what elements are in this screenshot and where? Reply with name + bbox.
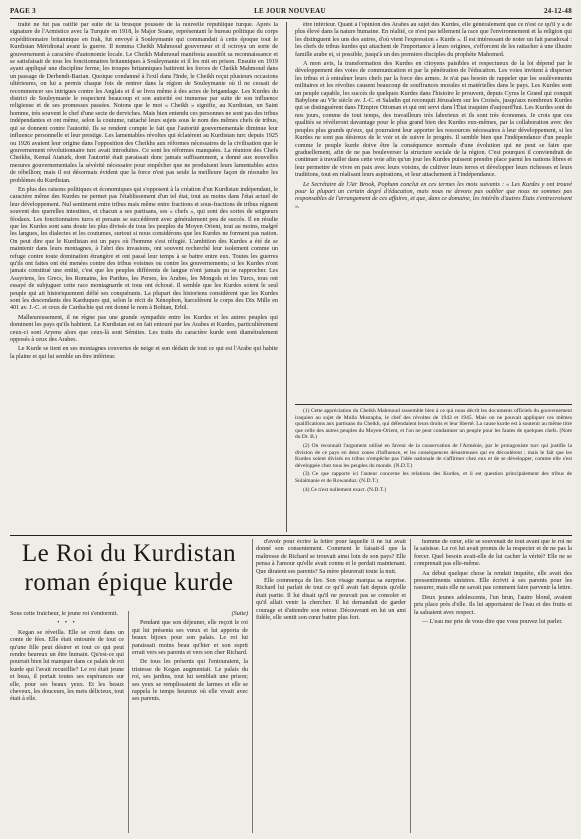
story-paragraph: Au début quelque chose la rendait inquiète, elle avait des pressentiments sinistres. Elle écrivit à ses parents pour les rassurer, mais elle ne savait pas comment faire parvenir la lettre. [414,570,572,592]
story-title: Le Roi du Kurdistan [21,540,237,567]
story-paragraph: Elle commença de lire. Son visage marqua sa surprise. Richard lui parlait de tout ce qu'il avait fait depuis qu'elle était partie. Il lui disait qu'il ne pouvait pas se consoler et qu'il allait venir la chercher. Il lui demandait de garder courage et d'attendre son retour. Découvrant en lui un ami fidèle, elle sentit son cœur battre plus fort. [256,578,406,622]
story-paragraph: homme de cœur, elle se souvenait de tout avant que le roi ne la saisisse. Le roi lui avait promis de la respecter et de ne pas la forcer. Quel besoin avait-elle de lui cacher la vérité? Elle ne se comprenait pas elle-même. [414,539,572,568]
story-paragraph: — L'eau me prie de vous dire que vous pouvez lui parler. [422,619,563,626]
story-paragraph: Kegan se réveilla. Elle se croit dans un conte de fées. Elle était entourée de tout ce qu'une fille peut désirer et tout ce qui peut rendre heureux un être humain. Qu'est-ce qui pourrait bien lui manquer dans ce palais de roi kurde qui l'avait recueillie? Le roi était jeune et beau, il portait toutes ses espérances sur elle, pour ses beaux yeux. Et les beaux cheveux, les douceurs, les mets délicieux, tout était à elle. [10,629,124,703]
footnote: (3) Ce que rapporte ici l'auteur concerne les relations des Kurdes, et il est question principalement des tribus de Sulaimanie et de Rowanduz. (N.D.T.) [295,471,572,484]
story-column-2 [132,611,248,833]
page-header [10,5,572,17]
story-paragraph: d'avoir pour écrire la lettre pour laquelle il ne lui avait donné son consentement. Comment le faisait-il que la maîtresse de Richard se trouvait ainsi loin de son pays? Elle pensa à l'amour qu'elle avait connu et le perdait maintenant. Que diraient ses parents? Sa mère pleurerait toute la nuit. [256,539,406,575]
story-subtitle: roman épique kurde [24,569,234,596]
story-paragraph: De tous les présents qui l'entouraient, la tristesse de Kegan augmentait. Le palais du roi, ses jardins, tout lui semblait une prison; ses yeux se remplissaient de larmes et elle se rappela le temps heureux où elle vivait avec ses parents. [132,659,248,703]
article-paragraph: En plus des raisons politiques et économiques qui s'opposent à la création d'un Kurdistan indépendant, le caractère même des Kurdes ne permet pas l'établissement d'un tel état, tout au moins dans l'état actuel de leur développement. Nul sentiment entre tribus mais même entre fractions et sous-fractions de tribus régnent souvent des querelles intestines, et chacun a ses partisans, ses « chefs », qui sont des sortes de seigneurs féodaux. Les fonctionnaires turcs et persans se succédèrent avec généralement peu de succès. Il en résulte que les Kurdes sont sans doute les plus divisés de tous les peuples du Moyen Orient, tout au moins, malgré les langues, les dialectes et les coutumes, surtout si nous considérons que les Kurdes ne forment pas nation. On peut dire que le Kurdistan est un pays où l'homme s'est réfugié. L'ambition des Kurdes a été de se maintenir dans leurs montagnes, à l'abri des invasions, ont souvent recherché leur isolement comme un refuge contre toute domination étrangère et ont passé leur temps à se battre entre eux. Toutes les guerres qu'ils ont faites ont été menées contre des tribus voisines ou contre les gouvernements; si les Kurdes n'ont jamais constitué une entité, c'est que les peuples différents de langue n'ont jamais pu se rapprocher. Les Assyriens, les Grecs, les Romains, les Parthes, les Perses, les Arabes, les Mongols et les Turcs, tous ont essayé de subjuguer cette race montagnarde et tous ont échoué. Il semble que les Kurdes soient le seul peuple qui ait historiquement défié ses conquérants. La plupart des historiens considèrent que les Kurdes sont les descendants des Karduques qui, selon le récit de Xénophon, harcelèrent le corps des Dix Mille en 401 av. J.-C. et ceux de Carduchie qui ont donné le nom à Bohtan, Erbil. [10,186,278,312]
article-column-right [295,22,572,400]
newspaper-name: LE JOUR NOUVEAU [254,7,326,15]
story-paragraph: Pendant que son déjeuner, elle reçoit le roi qui lui présenta ses vœux et lui apporta de beaux bijoux pour son palais. Le roi lui paraissait moins beau qu'hier et son esprit errait vers ses parents et vers son cher Richard. [132,620,248,657]
issue-date: 24-12-48 [543,7,572,15]
section-separator: • • • [57,620,77,627]
story-column-divider [410,539,411,833]
page-number: PAGE 3 [10,7,36,15]
article-paragraph: A mon avis, la transformation des Kurdes en citoyens paisibles et respectueux de la loi dépend par le développement des voies de communication et par la pénétration de l'éducation. Les voies invitent à disperser les tribus et à entraîner leurs chefs par la force des armes. Je n'ai pas besoin de rappeler que les soulèvements militaires et les révoltes causent beaucoup de souffrances morales et matérielles dans le pays. Les Kurdes sont un peuple capable, les succès de quelques Kurdes dans l'histoire le prouvent, depuis Cyrus le Grand qui conquit Babylone au VIe siècle av. J.-C. et Saladin qui reconquit Jérusalem sur les Croisés, jusqu'aux nombreux Kurdes qui se distinguèrent dans l'Empire Ottoman et qui ont servi dans l'État iraquien d'aujourd'hui. Les Kurdes sont de nos jours, comme de tout temps, des travailleurs très laborieux et ils sont très économes. Je crois que ces qualités se révèleront davantage pour le plus grand bien des Kurdes eux-mêmes, par la collaboration avec des peuples plus grands qu'eux, qui pourraient leur apporter les ressources nécessaires à leur développement, si les Kurdes ne sont pas désireux de le voir et de suivre le progrès. Il semble bien que l'indépendance d'un peuple comme le peuple kurde doive être la conséquence normale d'une évolution qui ne peut se faire que graduellement, afin de ne pas bouleverser la structure sociale de la région. C'est pourquoi il conviendrait de continuer à travailler dans cette voie afin qu'un jour les Kurdes puissent prendre place parmi les nations libres et leur permettre de vivre en paix avec leurs voisins, de cultiver leurs terres et développer leurs richesses et leurs traditions, tout en réalisant leurs aspirations, et leur attachement à l'indépendance. [295,61,572,179]
footnote: (1) Cette appréciation du Cheikh Mahmoud rassemble bien à ce qui nous décrit les documents officiels du gouvernement iraquien au sujet de Mulla Mustapha, le chef des révoltes de 1943 et 1945. Mais on ne pouvait appliquer ces mêmes qualifications aux partisans du Cheikh, qui défendaient leurs droits et leur liberté. La cause kurde est à soutenir au même titre que celle des autres peuples du Moyen-Orient, et l'on ne peut condamner un peuple pour les fautes de quelques chefs. (Note du Dr. B.) [295,408,572,441]
article-paragraph: Malheureusement, il ne règne pas une grande sympathie entre les Kurdes et les autres peuples qui dominent les pays qu'ils habitent. Le Kurdistan est en fait entouré par les Arabes et Kurdes, particulièrement ceux-ci sont Aryens alors que ceux-là sont Sémites. Les traits du caractère kurde sont diamétralement opposés à ceux des Arabes. [10,314,278,344]
story-column-3 [256,539,406,833]
article-paragraph: traité ne fut pas ratifié par suite de la brusque poussée de la nouvelle république turque. Après la signature de l'Armistice avec la Turquie en 1918, le Major Soane, représentant le bureau politique du corps expéditionnaire britannique en Irak, fut envoyé à Souleymanie qui commandait à cette époque tout le Kurdistan Méridional avant la guerre. Il nomma Cheikh Mahmoud gouverneur et il octroya un sorte de gouvernement à caractère d'autonomie locale. Le Cheikh Mahmoud manifesta aussitôt sa reconnaissance et se satisfaisait de tous les fonctionnaires britanniques à Souleymanie et il les mit en prison. Ensuite en 1919 ayant appliqué une discipline ferme, les troupes britanniques battirent les forces de Cheikh Mahmoud dans un passage de Derbendi-Bazian. Quoique condamné à l'exil dans l'Inde, le Cheikh reçut plusieurs occasions ultérieures, on lui a permis chaque fois de rentrer dans la région de Souleymanie où il ne cessait de recommencer ses intrigues contre les Anglais et il se livra même à des actes de brigandage. Les Kurdes du district de Souleymanie le respectent beaucoup et son autorité est immense par suite de son influence religieuse et de ses promesses passées. Notons que le mot « Cheikh » signifie, au Kurdistan, un Saint homme, très souvent le chef d'une secte de derviches. Mais bien entendu ces personnes ne sont pas des tribus indépendantes et ont même, selon la coutume, rattaché leurs sujets sous le nom des mêmes chefs de tribus, qui se donnent contre l'autorité. Ils se rendent compte le fait que l'autorité gouvernementale diminue leur influence personnelle et leur prestige. Les lamentables révoltes qui éclatèrent au Kurdistan turc depuis 1925 ou 1926 avaient leur origine dans l'opposition des Cheikhs aux réformes nécessaires de la civilisation que le gouvernement révolutionnaire turc avait introduites. Ce sont les réformes manquées. La réunion des Chefs Cheikhs, Kemal Ataturk, dont l'autorité était paraissait donc jamais suffisamment, a donné aux nouvelles mesures gouvernementales la sévérité nécessaire pour empêcher que ne produisent leurs lamentables actes de rébellion; mais il est désormais évident que la force n'est pas seule la meilleure façon de résoudre les problèmes du Kurdistan. [10,22,278,184]
newspaper-page [10,5,572,833]
article-conclusion: Le Secrétaire de l'Air Brook, Popham conclut en ces termes les mots suivants : « Les Kurdes y ont trouvé pour la plupart un certain degré d'éducation, mais nous ne devons pas oublier que nous ne sommes pas responsables de l'arrangement de ces affaires, et que, dans ce domaine, les intérêts d'autres États s'entrecroisent ». [295,181,572,210]
story-paragraph: Deux jeunes adolescents, l'un brun, l'autre blond, avaient pris place près d'elle. Ils lui apportaient de l'eau et des fruits et la saluaient avec respect. [414,594,572,616]
section-rule [10,535,572,536]
header-rule [10,18,572,19]
story-title-block [10,539,248,605]
column-divider [286,22,287,532]
article-column-left [10,22,278,514]
story-column-1 [10,611,124,833]
article-paragraph: être inférieur. Quant à l'opinion des Arabes au sujet des Kurdes, elle généralement que ce n'est ce qu'il y a de plus élevé dans la nature humaine. En réalité, ce n'est pas tellement la race que l'environnement et la religion qui les distinguent les uns des autres, d'où vient l'expression « Kurde ». Il est intéressant de noter un fait paradoxal : les chefs de tribus kurdes qui attachent de l'importance à leurs origines, s'efforcent de les rattacher à une illustre famille arabe et, si possible, jusqu'à un des premiers disciples du prophète Mahomed. [295,22,572,58]
story-column-divider [252,539,253,833]
footnote: (4) Ce n'est nullement exact. (N.D.T.) [303,486,386,493]
footnotes [295,404,572,534]
story-column-4 [414,539,572,833]
article-paragraph: Le Kurde se tient en ses montagnes couvertes de neige et son dédain de tout ce qui est l'Arabe qui habite la plaine et qui lui semble un être inférieur. [10,346,278,360]
story-column-divider [128,611,129,833]
footnote: (2) On reconnaît l'argument utilisé en faveur de la conservation de l'Arménie, par le protagoniste turc qui justifie la division de ce pays en deux zones d'influence, et les conséquences désastreuses qui en découlèrent ; mais le fait que les Kurdes soient divisés en tribus n'empêche pas l'idée nationale de s'affirmer chez eux et de se développer, comme elle s'est développée chez tous les peuples du monde. (N.D.T.) [295,442,572,469]
story-paragraph: Sous cette fraîcheur, le jeune roi s'endormit. [10,611,118,617]
suite-label: (Suite) [231,611,248,617]
